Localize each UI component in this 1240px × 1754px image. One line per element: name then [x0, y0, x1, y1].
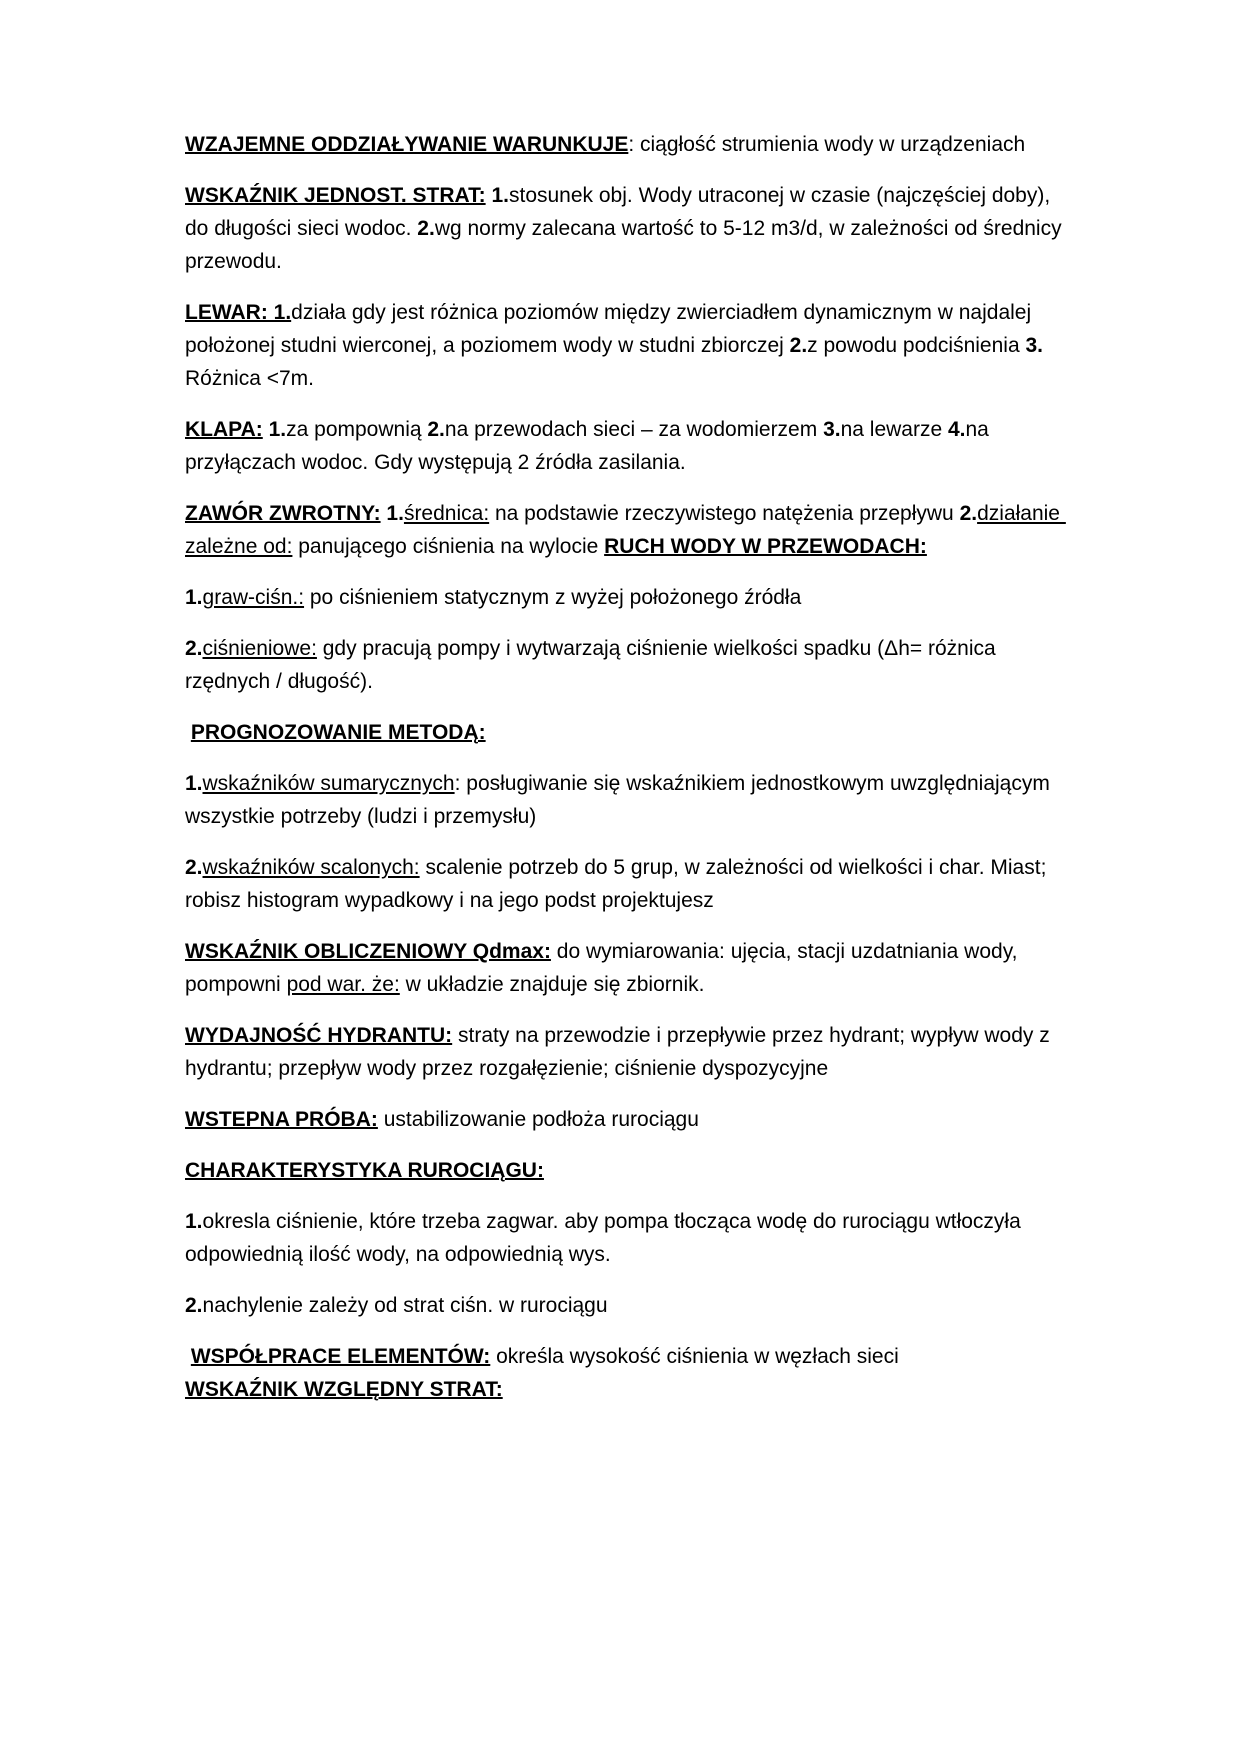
- paragraph: [185, 935, 1067, 1001]
- text-run: okresla ciśnienie, które trzeba zagwar. aby pompa tłocząca wodę do rurociągu wtłoczyła odpowiednią ilość wody, na odpowiednią wys.: [185, 1210, 1027, 1266]
- text-run: ciśnieniowe:: [202, 637, 317, 660]
- text-run: 2.: [185, 1294, 203, 1317]
- text-run: 1.: [386, 502, 404, 525]
- text-run: określa wysokość ciśnienia w węzłach sieci: [490, 1345, 905, 1368]
- paragraph: [185, 128, 1067, 161]
- text-run: działa gdy jest różnica poziomów między zwierciadłem dynamicznym w najdalej położonej studni wierconej, a poziomem wody w studni zbiorczej: [185, 301, 1037, 357]
- text-run: gdy pracują pompy i wytwarzają ciśnienie wielkości spadku (Δh= różnica rzędnych / długość).: [185, 637, 1002, 693]
- text-run: ZAWÓR ZWROTNY:: [185, 502, 381, 525]
- text-run: : posługiwanie się wskaźnikiem jednostkowym uwzględniającym wszystkie potrzeby (ludzi i przemysłu): [185, 772, 1056, 828]
- text-run: 2.: [185, 856, 203, 879]
- text-run: 2.: [185, 637, 203, 660]
- text-run: wskaźników scalonych:: [202, 856, 420, 879]
- paragraph: [185, 1340, 1067, 1406]
- text-run: LEWAR: 1.: [185, 301, 292, 324]
- text-run: WSKAŹNIK JEDNOST. STRAT:: [185, 184, 486, 207]
- paragraph: [185, 632, 1067, 698]
- paragraph: [185, 581, 1067, 614]
- paragraph: [185, 767, 1067, 833]
- text-run: PROGNOZOWANIE METODĄ:: [190, 721, 486, 744]
- text-run: WSTEPNA PRÓBA:: [185, 1108, 378, 1131]
- text-run: 4.: [947, 418, 966, 441]
- text-run: straty na przewodzie i przepływie przez hydrant; wypływ wody z hydrantu; przepływ wody przez rozgałęzienie; ciśnienie dyspozycyjne: [185, 1024, 1056, 1080]
- text-run: 2.: [959, 502, 978, 525]
- text-run: Różnica <7m.: [185, 334, 1049, 390]
- text-run: nachylenie zależy od strat ciśn. w rurociągu: [202, 1294, 608, 1317]
- text-run: WSKAŹNIK WZGLĘDNY STRAT:: [185, 1378, 503, 1401]
- text-run: na podstawie rzeczywistego natężenia przepływu: [489, 502, 960, 525]
- paragraph: [185, 851, 1067, 917]
- text-run: średnica:: [403, 502, 490, 525]
- paragraph: [185, 179, 1067, 278]
- paragraph: [185, 1154, 1067, 1187]
- text-run: w układzie znajduje się zbiornik.: [399, 973, 705, 996]
- text-run: 1.: [185, 1210, 203, 1233]
- text-run: 2.: [789, 334, 808, 357]
- text-run: pod war. że:: [286, 973, 400, 996]
- text-run: ustabilizowanie podłoża rurociągu: [377, 1108, 699, 1131]
- text-run: na przyłączach wodoc. Gdy występują 2 źródła zasilania.: [185, 418, 995, 474]
- paragraph: [185, 716, 1067, 749]
- text-run: 2.: [427, 418, 445, 441]
- text-run: na przewodach sieci – za wodomierzem: [444, 418, 824, 441]
- document-content: [185, 128, 1067, 1424]
- text-run: WZAJEMNE ODDZIAŁYWANIE WARUNKUJE: [185, 133, 629, 156]
- text-run: 3.: [1025, 334, 1043, 357]
- text-run: 3.: [823, 418, 841, 441]
- text-run: KLAPA:: [185, 418, 263, 441]
- text-run: scalenie potrzeb do 5 grup, w zależności od wielkości i char. Miast; robisz histogram wypadkowy i na jego podst projektujesz: [185, 856, 1053, 912]
- text-run: CHARAKTERYSTYKA RUROCIĄGU:: [185, 1159, 544, 1182]
- text-run: z powodu podciśnienia: [807, 334, 1026, 357]
- text-run: : ciągłość strumienia wody w urządzeniach: [628, 133, 1026, 156]
- text-run: stosunek obj. Wody utraconej w czasie (najczęściej doby), do długości sieci wodoc.: [185, 184, 1057, 240]
- paragraph: [185, 413, 1067, 479]
- text-run: WSPÓŁPRACE ELEMENTÓW:: [190, 1345, 491, 1368]
- paragraph: [185, 296, 1067, 395]
- text-run: WYDAJNOŚĆ HYDRANTU:: [185, 1024, 453, 1047]
- text-run: WSKAŹNIK OBLICZENIOWY Qdmax:: [185, 940, 551, 963]
- text-run: działanie zależne od:: [185, 502, 1066, 558]
- text-run: wskaźników sumarycznych: [202, 772, 455, 795]
- paragraph: [185, 497, 1067, 563]
- text-run: na lewarze: [840, 418, 948, 441]
- text-run: panującego ciśnienia na wylocie: [292, 535, 605, 558]
- text-run: 1.: [268, 418, 287, 441]
- text-run: do wymiarowania: ujęcia, stacji uzdatniania wody, pompowni: [185, 940, 1024, 996]
- paragraph: [185, 1205, 1067, 1271]
- text-run: RUCH WODY W PRZEWODACH:: [604, 535, 927, 558]
- text-run: za pompownią: [286, 418, 428, 441]
- paragraph: [185, 1289, 1067, 1322]
- text-run: graw-ciśn.:: [202, 586, 305, 609]
- paragraph: [185, 1019, 1067, 1085]
- text-run: po ciśnieniem statycznym z wyżej położonego źródła: [304, 586, 802, 609]
- text-run: 1.: [185, 772, 203, 795]
- text-run: wg normy zalecana wartość to 5-12 m3/d, w zależności od średnicy przewodu.: [185, 217, 1068, 273]
- text-run: 1.: [185, 586, 203, 609]
- text-run: 2.: [417, 217, 435, 240]
- text-run: 1.: [491, 184, 509, 207]
- paragraph: [185, 1103, 1067, 1136]
